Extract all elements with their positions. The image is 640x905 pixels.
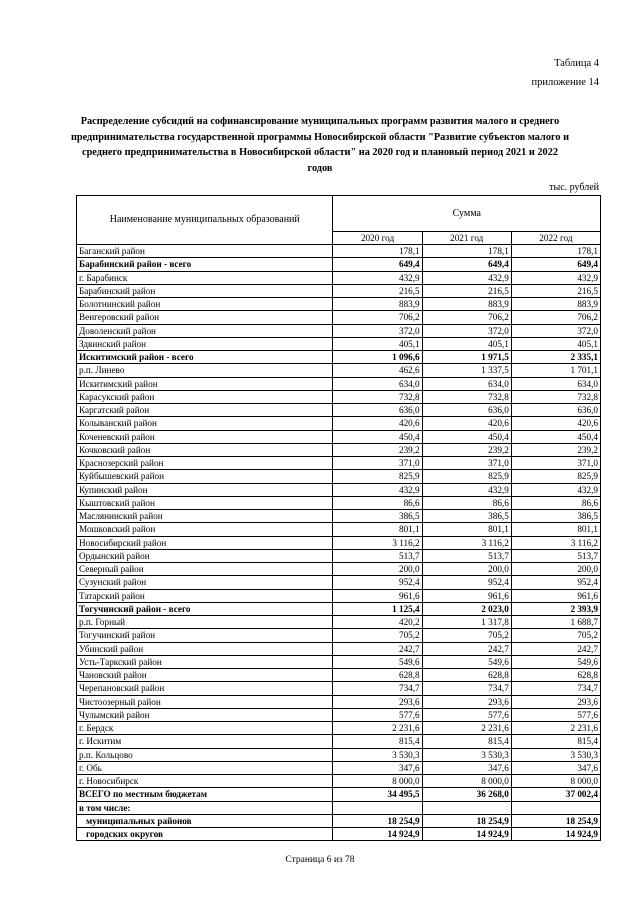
row-name: Черепановский район	[77, 682, 333, 695]
row-name: Искитимский район - всего	[77, 351, 333, 364]
row-value-2020: 549,6	[333, 655, 422, 668]
row-value-2021: 18 254,9	[422, 814, 511, 827]
row-value-2020: 200,0	[333, 563, 422, 576]
row-value-2020: 371,0	[333, 457, 422, 470]
row-value-2021: 239,2	[422, 443, 511, 456]
row-value-2020: 372,0	[333, 324, 422, 337]
row-value-2020: 577,6	[333, 708, 422, 721]
row-name: Новосибирский район	[77, 536, 333, 549]
row-value-2022: 513,7	[511, 549, 600, 562]
row-value-2020: 649,4	[333, 258, 422, 271]
row-value-2020: 706,2	[333, 311, 422, 324]
row-value-2022: 372,0	[511, 324, 600, 337]
table-row	[77, 337, 601, 350]
table-row	[77, 602, 601, 615]
row-value-2020: 636,0	[333, 404, 422, 417]
row-value-2020: 347,6	[333, 761, 422, 774]
row-value-2022: 734,7	[511, 682, 600, 695]
row-value-2020: 961,6	[333, 589, 422, 602]
row-name: г. Обь	[77, 761, 333, 774]
row-name: г. Новосибирск	[77, 775, 333, 788]
row-value-2020: 86,6	[333, 496, 422, 509]
row-value-2020: 432,9	[333, 271, 422, 284]
row-value-2022: 815,4	[511, 735, 600, 748]
row-value-2021: 705,2	[422, 629, 511, 642]
row-value-2020: 801,1	[333, 523, 422, 536]
row-value-2020: 3 530,3	[333, 748, 422, 761]
row-value-2022: 1 701,1	[511, 364, 600, 377]
row-value-2022: 293,6	[511, 695, 600, 708]
row-value-2021: 347,6	[422, 761, 511, 774]
subsidy-table	[76, 195, 601, 841]
column-header-sum: Сумма	[333, 196, 601, 232]
row-value-2020	[333, 801, 422, 814]
row-name: Карасукский район	[77, 390, 333, 403]
row-value-2020: 815,4	[333, 735, 422, 748]
row-value-2020: 8 000,0	[333, 775, 422, 788]
row-name: г. Бердск	[77, 722, 333, 735]
row-value-2020: 239,2	[333, 443, 422, 456]
row-value-2021: 636,0	[422, 404, 511, 417]
row-value-2020: 386,5	[333, 510, 422, 523]
row-value-2021: 200,0	[422, 563, 511, 576]
row-value-2020: 242,7	[333, 642, 422, 655]
table-row	[77, 496, 601, 509]
row-name: Убинский район	[77, 642, 333, 655]
row-value-2022: 636,0	[511, 404, 600, 417]
row-value-2021: 1 337,5	[422, 364, 511, 377]
row-value-2022	[511, 801, 600, 814]
row-name: Коченевский район	[77, 430, 333, 443]
table-row	[77, 284, 601, 297]
table-row	[77, 629, 601, 642]
table-row	[77, 722, 601, 735]
row-value-2020: 216,5	[333, 284, 422, 297]
row-value-2022: 2 231,6	[511, 722, 600, 735]
row-value-2021: 1 317,8	[422, 616, 511, 629]
table-row	[77, 563, 601, 576]
table-number: Таблица 4	[554, 58, 599, 69]
table-row	[77, 271, 601, 284]
row-value-2021: 405,1	[422, 337, 511, 350]
row-name: Колыванский район	[77, 417, 333, 430]
row-value-2022: 239,2	[511, 443, 600, 456]
row-value-2021: 432,9	[422, 483, 511, 496]
row-name: Ордынский район	[77, 549, 333, 562]
table-row	[77, 298, 601, 311]
row-value-2021: 3 530,3	[422, 748, 511, 761]
row-name: Мошковский район	[77, 523, 333, 536]
row-value-2020: 34 495,5	[333, 788, 422, 801]
row-value-2022: 825,9	[511, 470, 600, 483]
row-value-2021: 2 023,0	[422, 602, 511, 615]
row-value-2020: 705,2	[333, 629, 422, 642]
row-name: Чановский район	[77, 669, 333, 682]
row-value-2020: 732,8	[333, 390, 422, 403]
table-row	[77, 311, 601, 324]
table-row	[77, 761, 601, 774]
row-value-2022: 649,4	[511, 258, 600, 271]
row-value-2021: 86,6	[422, 496, 511, 509]
row-value-2021: 706,2	[422, 311, 511, 324]
table-row	[77, 549, 601, 562]
row-value-2022: 386,5	[511, 510, 600, 523]
row-name: Маслянинский район	[77, 510, 333, 523]
row-name: Тогучинский район	[77, 629, 333, 642]
row-name: Искитимский район	[77, 377, 333, 390]
table-row	[77, 324, 601, 337]
table-row	[77, 245, 601, 258]
row-name: Чистоозерный район	[77, 695, 333, 708]
row-name: Тогучинский район - всего	[77, 602, 333, 615]
table-row	[77, 483, 601, 496]
row-name: Барабинский район - всего	[77, 258, 333, 271]
table-row	[77, 642, 601, 655]
row-value-2021: 1 971,5	[422, 351, 511, 364]
row-value-2021: 2 231,6	[422, 722, 511, 735]
row-name: Венгеровский район	[77, 311, 333, 324]
table-row	[77, 536, 601, 549]
row-value-2021	[422, 801, 511, 814]
row-value-2021: 825,9	[422, 470, 511, 483]
row-value-2021: 634,0	[422, 377, 511, 390]
table-row	[77, 748, 601, 761]
table-row	[77, 377, 601, 390]
row-name: Кочковский район	[77, 443, 333, 456]
row-value-2021: 649,4	[422, 258, 511, 271]
row-value-2021: 732,8	[422, 390, 511, 403]
row-name: Болотнинский район	[77, 298, 333, 311]
row-name: Усть-Таркский район	[77, 655, 333, 668]
table-row	[77, 351, 601, 364]
row-name: г. Барабинск	[77, 271, 333, 284]
row-value-2022: 706,2	[511, 311, 600, 324]
row-value-2022: 420,6	[511, 417, 600, 430]
table-row	[77, 523, 601, 536]
row-value-2021: 952,4	[422, 576, 511, 589]
row-value-2020: 825,9	[333, 470, 422, 483]
row-value-2021: 801,1	[422, 523, 511, 536]
row-value-2022: 178,1	[511, 245, 600, 258]
row-value-2022: 1 688,7	[511, 616, 600, 629]
table-row	[77, 801, 601, 814]
table-row	[77, 470, 601, 483]
row-value-2021: 432,9	[422, 271, 511, 284]
row-value-2020: 420,6	[333, 417, 422, 430]
table-row	[77, 828, 601, 841]
row-value-2020: 3 116,2	[333, 536, 422, 549]
row-value-2021: 734,7	[422, 682, 511, 695]
table-row	[77, 457, 601, 470]
row-value-2020: 178,1	[333, 245, 422, 258]
table-row	[77, 417, 601, 430]
row-value-2020: 1 096,6	[333, 351, 422, 364]
table-row	[77, 708, 601, 721]
table-row	[77, 589, 601, 602]
table-row	[77, 258, 601, 271]
row-name: Барабинский район	[77, 284, 333, 297]
row-value-2022: 18 254,9	[511, 814, 600, 827]
row-name: муниципальных районов	[77, 814, 333, 827]
row-name: Северный район	[77, 563, 333, 576]
row-value-2021: 14 924,9	[422, 828, 511, 841]
row-name: Татарский район	[77, 589, 333, 602]
row-value-2021: 36 268,0	[422, 788, 511, 801]
row-value-2021: 216,5	[422, 284, 511, 297]
row-value-2021: 293,6	[422, 695, 511, 708]
row-name: Куйбышевский район	[77, 470, 333, 483]
row-value-2021: 372,0	[422, 324, 511, 337]
row-value-2020: 405,1	[333, 337, 422, 350]
page-footer: Страница 6 из 78	[285, 855, 355, 865]
row-value-2021: 513,7	[422, 549, 511, 562]
row-name: Доволенский район	[77, 324, 333, 337]
row-value-2020: 952,4	[333, 576, 422, 589]
row-name: Баганский район	[77, 245, 333, 258]
row-value-2022: 952,4	[511, 576, 600, 589]
row-value-2022: 371,0	[511, 457, 600, 470]
column-header-year: 2022 год	[511, 232, 600, 245]
table-row	[77, 364, 601, 377]
row-name: г. Искитим	[77, 735, 333, 748]
row-value-2022: 549,6	[511, 655, 600, 668]
column-header-name: Наименование муниципальных образований	[77, 196, 333, 245]
column-header-year: 2021 год	[422, 232, 511, 245]
units-label: тыс. рублей	[549, 182, 599, 193]
row-value-2022: 3 530,3	[511, 748, 600, 761]
row-value-2020: 634,0	[333, 377, 422, 390]
table-row	[77, 443, 601, 456]
row-value-2022: 705,2	[511, 629, 600, 642]
row-value-2021: 577,6	[422, 708, 511, 721]
row-value-2020: 2 231,6	[333, 722, 422, 735]
row-name: р.п. Горный	[77, 616, 333, 629]
row-value-2022: 732,8	[511, 390, 600, 403]
row-value-2021: 961,6	[422, 589, 511, 602]
row-value-2022: 801,1	[511, 523, 600, 536]
row-value-2022: 432,9	[511, 483, 600, 496]
row-value-2021: 420,6	[422, 417, 511, 430]
document-title: Распределение субсидий на софинансирование муниципальных программ развития малого и среднего предпринимательства государственной программы Новосибирской области "Развитие субъектов малого и среднего предпринимательства в Новосибирской области" на 2020 год и плановый период 2021 и 2022 годов	[70, 116, 570, 174]
column-header-year: 2020 год	[333, 232, 422, 245]
row-value-2021: 815,4	[422, 735, 511, 748]
row-name: городских округов	[77, 828, 333, 841]
appendix-label: приложение 14	[531, 77, 599, 88]
table-row	[77, 655, 601, 668]
table-row	[77, 735, 601, 748]
row-value-2022: 347,6	[511, 761, 600, 774]
row-value-2022: 2 393,9	[511, 602, 600, 615]
row-value-2022: 450,4	[511, 430, 600, 443]
row-value-2021: 628,8	[422, 669, 511, 682]
row-name: р.п. Линево	[77, 364, 333, 377]
row-value-2022: 37 002,4	[511, 788, 600, 801]
table-row	[77, 682, 601, 695]
row-name: Кыштовский район	[77, 496, 333, 509]
row-value-2022: 405,1	[511, 337, 600, 350]
row-value-2022: 216,5	[511, 284, 600, 297]
row-value-2022: 200,0	[511, 563, 600, 576]
row-name: р.п. Кольцово	[77, 748, 333, 761]
row-name: Чулымский район	[77, 708, 333, 721]
row-value-2020: 293,6	[333, 695, 422, 708]
row-value-2022: 883,9	[511, 298, 600, 311]
row-value-2022: 3 116,2	[511, 536, 600, 549]
row-value-2020: 420,2	[333, 616, 422, 629]
table-row	[77, 404, 601, 417]
table-row	[77, 510, 601, 523]
table-row	[77, 788, 601, 801]
table-row	[77, 430, 601, 443]
table-row	[77, 669, 601, 682]
row-name: в том числе:	[77, 801, 333, 814]
row-name: ВСЕГО по местным бюджетам	[77, 788, 333, 801]
row-value-2022: 242,7	[511, 642, 600, 655]
row-value-2020: 432,9	[333, 483, 422, 496]
row-name: Краснозерский район	[77, 457, 333, 470]
row-value-2022: 432,9	[511, 271, 600, 284]
row-value-2022: 2 335,1	[511, 351, 600, 364]
row-value-2021: 178,1	[422, 245, 511, 258]
row-value-2021: 3 116,2	[422, 536, 511, 549]
row-value-2021: 242,7	[422, 642, 511, 655]
row-value-2020: 628,8	[333, 669, 422, 682]
row-value-2021: 8 000,0	[422, 775, 511, 788]
table-row	[77, 390, 601, 403]
row-name: Здвинский район	[77, 337, 333, 350]
table-row	[77, 616, 601, 629]
row-name: Каргатский район	[77, 404, 333, 417]
row-value-2020: 513,7	[333, 549, 422, 562]
row-value-2022: 8 000,0	[511, 775, 600, 788]
row-value-2020: 1 125,4	[333, 602, 422, 615]
row-value-2021: 371,0	[422, 457, 511, 470]
table-row	[77, 775, 601, 788]
row-value-2021: 386,5	[422, 510, 511, 523]
row-value-2020: 450,4	[333, 430, 422, 443]
row-value-2021: 549,6	[422, 655, 511, 668]
row-value-2022: 577,6	[511, 708, 600, 721]
row-value-2020: 883,9	[333, 298, 422, 311]
row-value-2022: 14 924,9	[511, 828, 600, 841]
table-body	[77, 245, 601, 841]
row-value-2022: 634,0	[511, 377, 600, 390]
row-value-2022: 961,6	[511, 589, 600, 602]
row-name: Сузунский район	[77, 576, 333, 589]
row-value-2022: 86,6	[511, 496, 600, 509]
table-row	[77, 576, 601, 589]
row-value-2020: 462,6	[333, 364, 422, 377]
row-value-2020: 734,7	[333, 682, 422, 695]
row-value-2021: 450,4	[422, 430, 511, 443]
row-name: Купинский район	[77, 483, 333, 496]
row-value-2020: 14 924,9	[333, 828, 422, 841]
row-value-2020: 18 254,9	[333, 814, 422, 827]
row-value-2021: 883,9	[422, 298, 511, 311]
row-value-2022: 628,8	[511, 669, 600, 682]
table-row	[77, 814, 601, 827]
table-row	[77, 695, 601, 708]
